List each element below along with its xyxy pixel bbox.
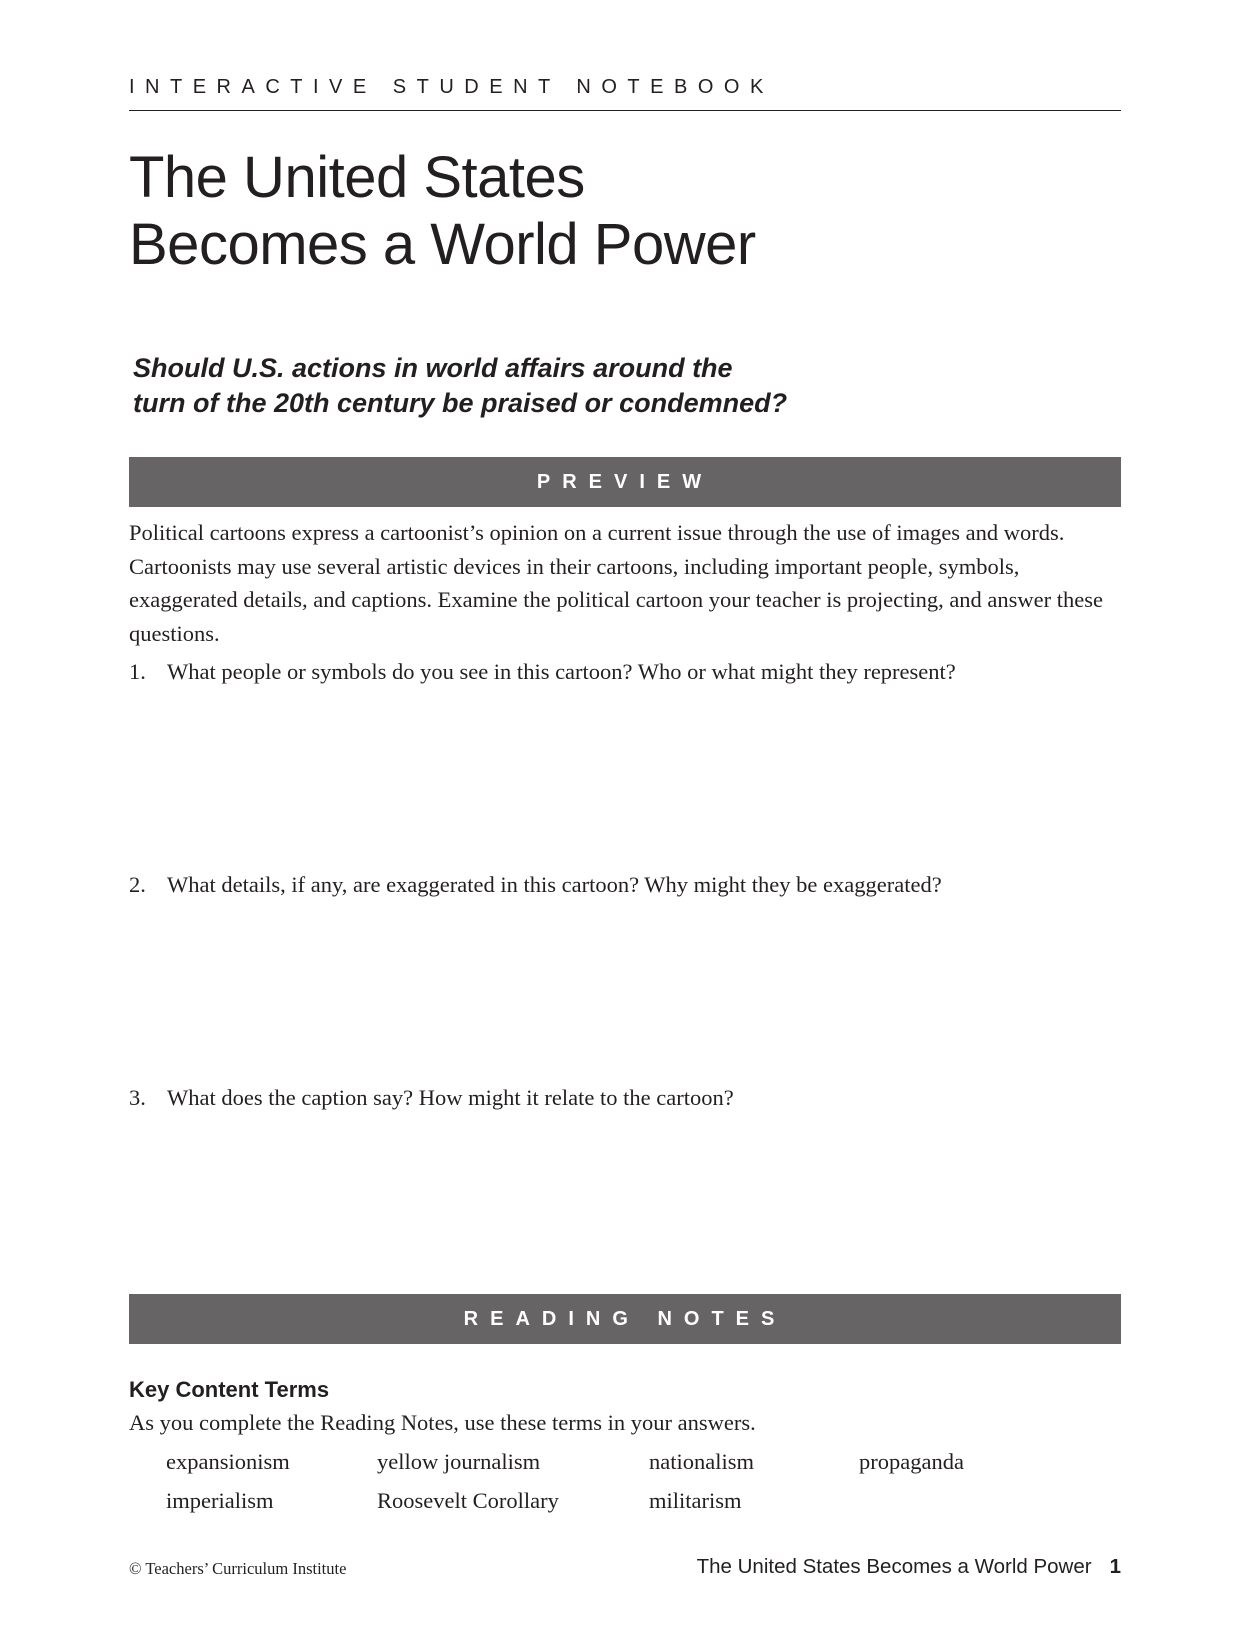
notebook-page — [129, 0, 1121, 1644]
question-1-number: 1. — [129, 659, 146, 684]
question-3-text: What does the caption say? How might it relate to the cartoon? — [167, 1085, 734, 1110]
page-title — [129, 144, 756, 278]
preview-intro: Political cartoons express a cartoonist’s opinion on a current issue through the use of images and words. Cartoonists may use several artistic devices in their cartoons, including important people, symbols, exaggerated details, and captions. Examine the political cartoon your teacher is projecting, and answer these questions. — [129, 520, 1104, 646]
footer-running-title — [697, 1555, 1121, 1579]
key-terms-intro: As you complete the Reading Notes, use these terms in your answers. — [129, 1410, 756, 1435]
question-1-answer-area[interactable] — [167, 691, 1117, 851]
essential-question-line-1: Should U.S. actions in world affairs around the — [133, 353, 733, 383]
footer-title-text: The United States Becomes a World Power — [696, 1555, 1092, 1578]
preview-banner: PREVIEW — [129, 457, 1121, 507]
question-2-number: 2. — [129, 872, 146, 897]
question-1-text: What people or symbols do you see in this cartoon? Who or what might they represent? — [167, 659, 956, 684]
key-term: militarism — [649, 1488, 742, 1513]
key-term: expansionism — [166, 1449, 290, 1474]
key-terms-heading: Key Content Terms — [129, 1377, 330, 1402]
page-title-line-2: Becomes a World Power — [129, 212, 756, 277]
key-term: nationalism — [649, 1449, 754, 1474]
header-rule — [129, 110, 1121, 111]
page-title-line-1: The United States — [129, 145, 585, 210]
question-2-answer-area[interactable] — [167, 904, 1117, 1064]
key-term: yellow journalism — [377, 1449, 541, 1474]
question-3-number: 3. — [129, 1085, 146, 1110]
key-term: propaganda — [859, 1449, 964, 1474]
series-label: INTERACTIVE STUDENT NOTEBOOK — [129, 76, 774, 98]
question-2-text: What details, if any, are exaggerated in this cartoon? Why might they be exaggerated? — [167, 872, 942, 897]
essential-question — [133, 351, 787, 421]
page-number: 1 — [1109, 1555, 1121, 1578]
footer-copyright: © Teachers’ Curriculum Institute — [129, 1559, 347, 1578]
key-term: imperialism — [166, 1488, 274, 1513]
essential-question-line-2: turn of the 20th century be praised or condemned? — [133, 388, 788, 418]
reading-notes-banner: READING NOTES — [129, 1294, 1121, 1344]
key-term: Roosevelt Corollary — [377, 1488, 559, 1513]
question-3-answer-area[interactable] — [167, 1117, 1117, 1277]
